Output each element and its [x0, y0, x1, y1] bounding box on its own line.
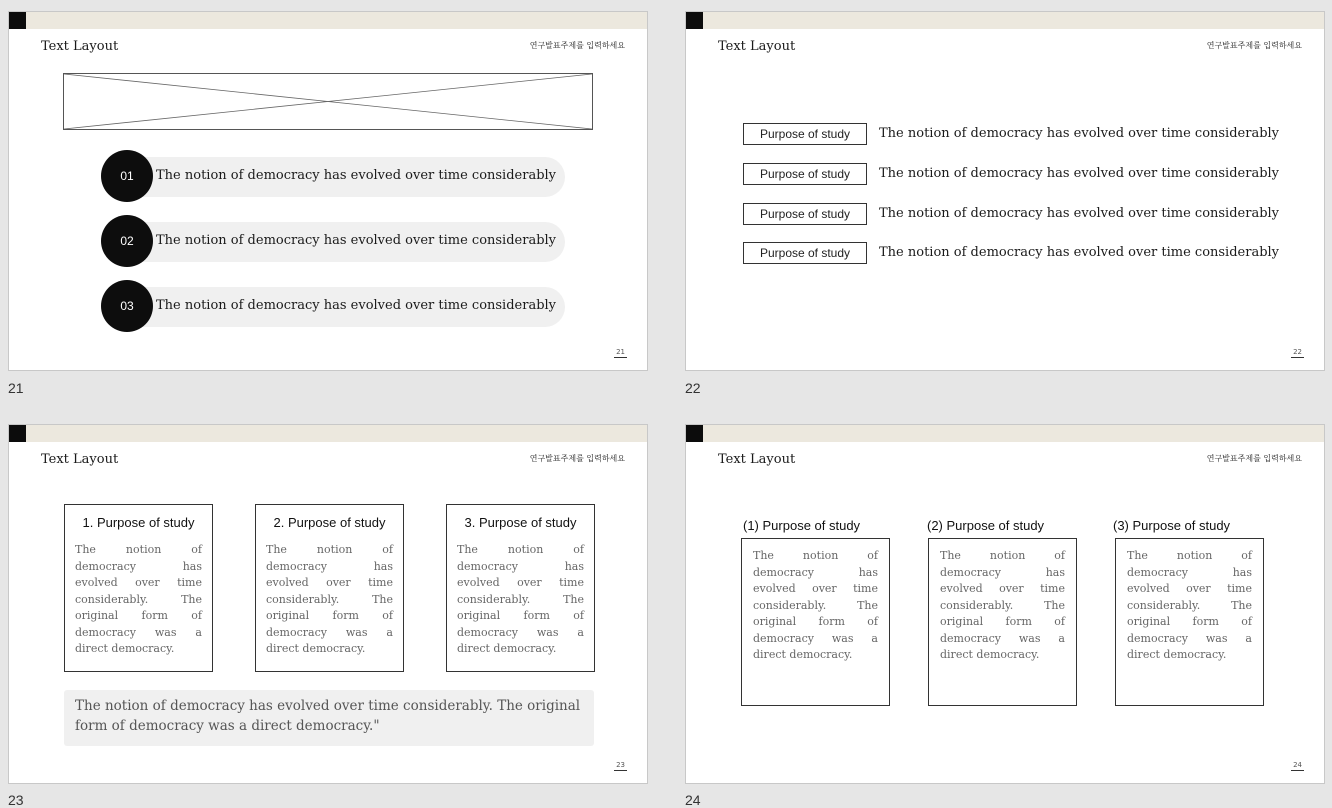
- text-card: [1115, 538, 1264, 706]
- corner-square: [9, 12, 26, 29]
- label-box: Purpose of study: [743, 242, 867, 264]
- label-box: Purpose of study: [743, 163, 867, 185]
- list-item-text: The notion of democracy has evolved over time considerably: [156, 298, 557, 313]
- page-number: 22: [1293, 348, 1302, 356]
- list-item: [101, 287, 565, 327]
- label-box: Purpose of study: [743, 203, 867, 225]
- text-card: [446, 504, 595, 672]
- label-box: Purpose of study: [743, 123, 867, 145]
- slide-title: Text Layout: [41, 39, 119, 54]
- text-card: [255, 504, 404, 672]
- list-item-text: The notion of democracy has evolved over time considerably: [879, 166, 1280, 181]
- card-body: The notion of democracy has evolved over time considerably. The original form of democracy was a direct democracy.: [940, 549, 1065, 661]
- number-badge: 01: [101, 150, 153, 202]
- slide-title: Text Layout: [718, 452, 796, 467]
- card-body: The notion of democracy has evolved over time considerably. The original form of democracy was a direct democracy.: [1127, 549, 1252, 661]
- slide-thumbnail-22[interactable]: [685, 11, 1325, 371]
- slide-thumbnail-23[interactable]: [8, 424, 648, 784]
- text-card: [928, 538, 1077, 706]
- card-heading: 2. Purpose of study: [273, 515, 386, 530]
- slide-topic: 연구발표주제를 입력하세요: [1206, 41, 1302, 50]
- slide-title: Text Layout: [718, 39, 796, 54]
- card-heading: 3. Purpose of study: [464, 515, 577, 530]
- list-item-text: The notion of democracy has evolved over time considerably: [156, 168, 557, 183]
- image-placeholder-icon: [63, 73, 593, 130]
- slide-title: Text Layout: [41, 452, 119, 467]
- number-badge: 02: [101, 215, 153, 267]
- card-body: The notion of democracy has evolved over time considerably. The original form of democracy was a direct democracy.: [457, 543, 584, 655]
- corner-square: [9, 425, 26, 442]
- text-card: [741, 538, 890, 706]
- slide-topic: 연구발표주제를 입력하세요: [529, 41, 625, 50]
- corner-square: [686, 12, 703, 29]
- slide-index-label: 23: [8, 792, 24, 808]
- quote-box: The notion of democracy has evolved over time considerably. The original form of democracy was a direct democracy.": [64, 690, 594, 746]
- card-heading: (2) Purpose of study: [927, 518, 1045, 533]
- number-badge: 03: [101, 280, 153, 332]
- card-body: The notion of democracy has evolved over time considerably. The original form of democracy was a direct democracy.: [75, 543, 202, 655]
- page-number: 23: [616, 761, 625, 769]
- header-band: [686, 12, 1324, 29]
- slide-thumbnail-21[interactable]: [8, 11, 648, 371]
- header-band: [686, 425, 1324, 442]
- slide-thumbnail-24[interactable]: [685, 424, 1325, 784]
- card-body: The notion of democracy has evolved over time considerably. The original form of democracy was a direct democracy.: [266, 543, 393, 655]
- card-body: The notion of democracy has evolved over time considerably. The original form of democracy was a direct democracy.: [753, 549, 878, 661]
- card-heading: 1. Purpose of study: [82, 515, 195, 530]
- list-item-text: The notion of democracy has evolved over time considerably: [879, 206, 1280, 221]
- page-number: 24: [1293, 761, 1302, 769]
- card-heading: (1) Purpose of study: [743, 518, 861, 533]
- list-item-text: The notion of democracy has evolved over time considerably: [879, 245, 1280, 260]
- page-number: 21: [616, 348, 625, 356]
- card-heading: (3) Purpose of study: [1113, 518, 1231, 533]
- slide-index-label: 21: [8, 380, 24, 396]
- slide-topic: 연구발표주제를 입력하세요: [529, 454, 625, 463]
- corner-square: [686, 425, 703, 442]
- text-card: [64, 504, 213, 672]
- slide-index-label: 22: [685, 380, 701, 396]
- list-item-text: The notion of democracy has evolved over time considerably: [879, 126, 1280, 141]
- slide-index-label: 24: [685, 792, 701, 808]
- list-item-text: The notion of democracy has evolved over time considerably: [156, 233, 557, 248]
- list-item: [101, 222, 565, 262]
- slide-topic: 연구발표주제를 입력하세요: [1206, 454, 1302, 463]
- list-item: [101, 157, 565, 197]
- header-band: [9, 12, 647, 29]
- header-band: [9, 425, 647, 442]
